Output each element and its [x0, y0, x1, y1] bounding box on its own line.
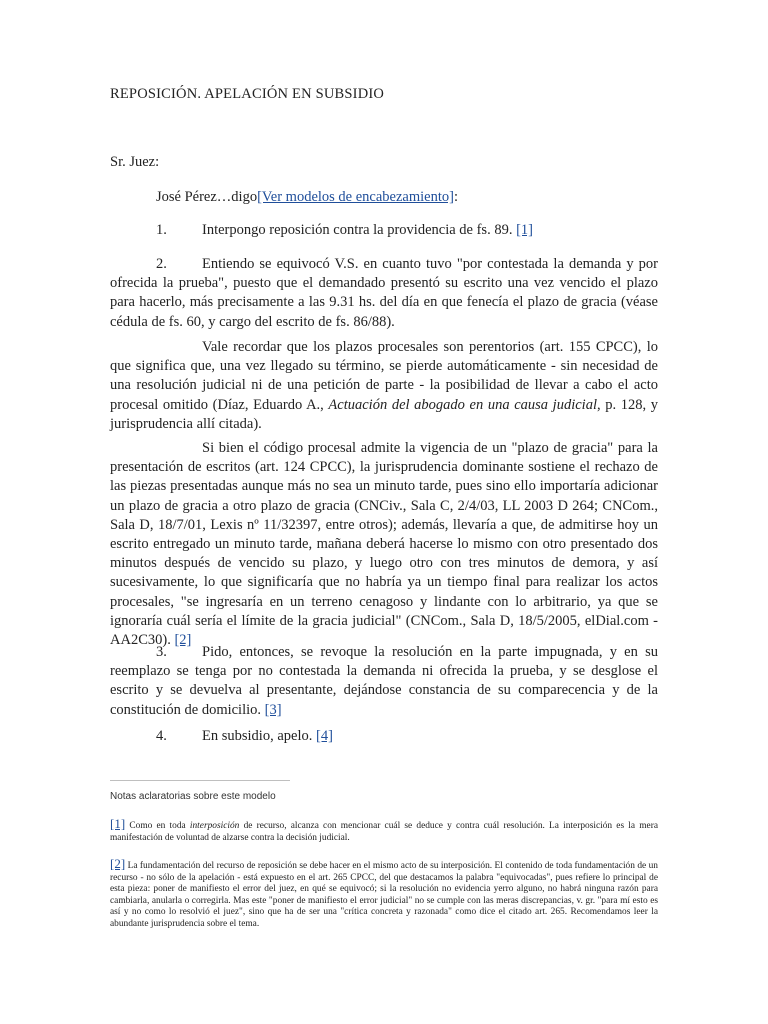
footnote-link-2[interactable]: [2] [174, 632, 192, 649]
note-text: La fundamentación del recurso de reposición se debe hacer en el mismo acto de su interposición. El contenido de toda fundamentación de un recurso - no sólo de la apelación - está expuesto en el art. 265 CPCC, del que destacamos la palabra "equivocadas", pues refiere lo principal de esta pieza: poner de manifiesto el error del juez, en qué se equivocó; si la resolución no evidencia yerro alguno, no habrá ninguna razón para cambiarla, anularla o corregirla. Mas este "poner de manifiesto el error judicial" no se cumple con las meras discrepancias, v. gr. "para mí esto es así y no como lo resolvió el juez", sino que ha de ser una "crítica concreta y razonada" como dice el citado art. 265. Recomendamos leer la abundante jurisprudencia sobre el tema. [110, 861, 658, 929]
paragraph-text: Si bien el código procesal admite la vigencia de un "plazo de gracia" para la presentación de escritos (art. 124 CPCC), la jurisprudencia dominante sostiene el rechazo de las piezas presentadas aunque más no sea un minuto tarde, pues sino ello importaría adicionar un plazo de gracia a otro plazo de gracia (CNCiv., Sala C, 2/4/03, LL 2003 D 264; CNCom., Sala D, 18/7/01, Lexis nº 11/32397, entre otros); además, llevaría a que, de admitirse hoy un escrito entregado un minuto tarde, mañana deberá hacerse lo mismo con otro presentado dos minutos después de vencido su plazo, y luego otro con tres minutos de demora, y así sucesivamente, lo que significaría que no habría ya un tiempo final para realizar los actos procesales, "se ingresaría en un terreno cenagoso y lindante con lo arbitrario, ya que se ignoraría cuál sería el límite de la gracia judicial" (CNCom., Sala D, 18/5/2005, elDial.com - AA2C30). [110, 440, 658, 649]
paragraph-text: Pido, entonces, se revoque la resolución en la parte impugnada, y en su reemplazo se tenga por no contestada la demanda ni ofrecida la prueba, y se desglose el escrito y se devuelva al presentante, dejándose constancia de su comparecencia y de la constitución de domicilio. [110, 644, 658, 718]
note-italic: interposición [189, 821, 240, 831]
paragraph-1 [156, 221, 533, 240]
note-text-end: de recurso, alcanza con mencionar cuál se deduce y contra cuál resolución. La interposición es la mera manifestación de voluntad de alzarse contra la decisión judicial. [110, 821, 658, 843]
salutation: Sr. Juez: [110, 154, 160, 170]
intro-colon: : [453, 189, 458, 205]
paragraph-text: En subsidio, apelo. [202, 728, 316, 744]
paragraph-2 [110, 255, 658, 332]
header-models-link[interactable]: [Ver modelos de encabezamiento] [257, 189, 454, 205]
note-anchor-1[interactable]: [1] [110, 816, 126, 831]
footnote-link-4[interactable]: [4] [315, 728, 333, 744]
note-anchor-2[interactable]: [2] [110, 856, 126, 871]
note-text: Como en toda [125, 821, 190, 831]
footnote-link-1[interactable]: [1] [516, 222, 533, 238]
note-2 [110, 858, 658, 931]
document-title: REPOSICIÓN. APELACIÓN EN SUBSIDIO [110, 86, 385, 102]
paragraph-text-end: , p. 128, y jurisprudencia allí citada). [110, 396, 658, 432]
paragraph-6 [156, 727, 333, 746]
note-1 [110, 818, 658, 844]
footnote-link-3[interactable]: [3] [264, 701, 282, 718]
intro-text: José Pérez…digo [156, 189, 258, 205]
paragraph-text: Entiendo se equivocó V.S. en cuanto tuvo "por contestada la demanda y por ofrecida la prueba", puesto que el demandado presentó su escrito una vez vencido el plazo para hacerlo, más precisamente a las 9.31 hs. del día en que fenecía el plazo de gracia (véase cédula de fs. 60, y cargo del escrito de fs. 86/88). [110, 256, 658, 330]
paragraph-text: Vale recordar que los plazos procesales son perentorios (art. 155 CPCC), lo que significa que, una vez llegado su término, se pierde automáticamente - sin necesidad de una resolución judicial ni de una petición de parte - la posibilidad de llevar a cabo el acto procesal omitido (Díaz, Eduardo A., [110, 339, 658, 413]
paragraph-5 [110, 643, 658, 720]
paragraph-text: Interpongo reposición contra la providencia de fs. 89. [202, 222, 517, 238]
paragraph-number: 4. [156, 728, 167, 744]
paragraph-4 [110, 439, 658, 650]
cited-book-title: Actuación del abogado en una causa judicial [328, 396, 597, 413]
paragraph-number: 1. [156, 222, 167, 238]
paragraph-number: 2. [156, 256, 167, 272]
paragraph-3 [110, 338, 658, 434]
notes-heading: Notas aclaratorias sobre este modelo [110, 791, 276, 802]
intro-line [156, 188, 458, 207]
paragraph-number: 3. [156, 644, 167, 660]
notes-divider [110, 780, 290, 781]
